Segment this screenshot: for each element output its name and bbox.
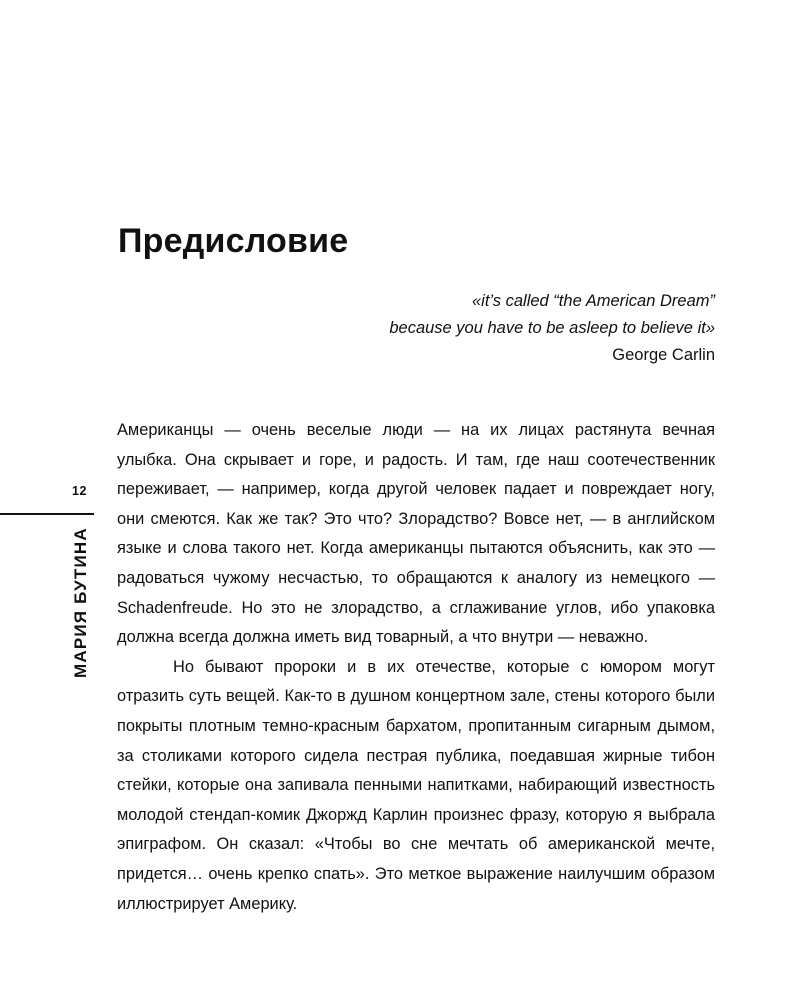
paragraph-1: Американцы — очень веселые люди — на их лицах растянута вечная улыбка. Она скрывает и горе, и радость. И там, где наш соотечественник переживает, — например, когда другой человек падает и повреждает ногу, они смеются. Как же так? Это что? Злорадство? Вовсе нет, — в английском языке и слова такого нет. Когда американцы пытаются объяснить, как это — радоваться чужому несчастью, то обращаются к аналогу из немецкого — Schadenfreude. Но это не злорадство, а сглаживание углов, ибо упаковка должна всегда должна иметь вид товарный, а что внутри — неважно. [117,421,715,647]
side-rule [0,513,94,515]
page-title: Предисловие [118,222,349,260]
running-head: МАРИЯ БУТИНА [71,527,90,678]
epigraph-author: George Carlin [612,346,715,364]
body-text [117,416,715,919]
epigraph [215,288,715,369]
page-number: 12 [72,484,87,498]
paragraph-2: Но бывают пророки и в их отечестве, которые с юмором могут отразить суть вещей. Как-то в душном концертном зале, стены которого были покрыты плотным темно-красным бархатом, пропитанным сигарным дымом, за столиками которого сидела пестрая публика, поедавшая жирные тибон стейки, которые она запивала пенными напитками, набирающий известность молодой стендап-комик Джоржд Карлин произнес фразу, которую я выбрала эпиграфом. Он сказал: «Чтобы во сне мечтать об американской мечте, придется… очень крепко спать». Это меткое выражение наилучшим образом иллюстрирует Америку. [117,657,715,913]
epigraph-line-2: because you have to be asleep to believe it» [389,319,715,337]
epigraph-line-1: «it’s called “the American Dream” [471,292,715,310]
